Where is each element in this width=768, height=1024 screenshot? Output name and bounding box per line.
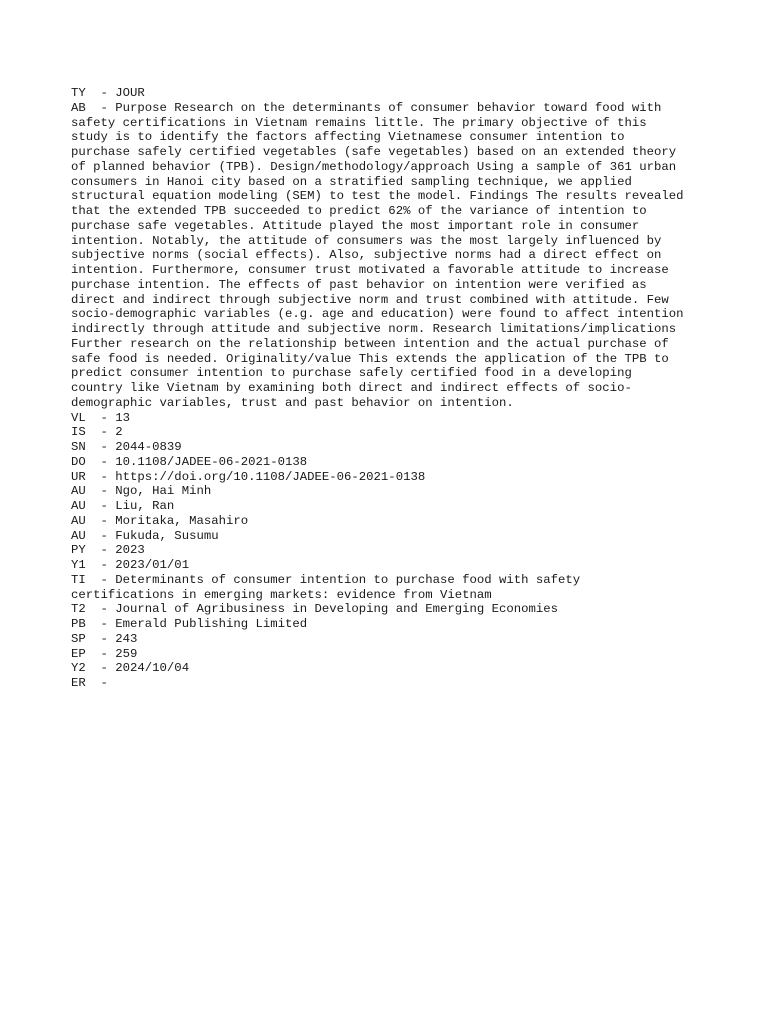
text-line: Further research on the relationship between intention and the actual purchase of: [71, 336, 669, 351]
text-line: intention. Notably, the attitude of consumers was the most largely influenced by: [71, 233, 662, 248]
text-line: EP - 259: [71, 646, 138, 661]
text-line: SN - 2044-0839: [71, 440, 182, 454]
text-line: PB - Emerald Publishing Limited: [71, 617, 308, 631]
text-line: T2 - Journal of Agribusiness in Developing and Emerging Economies: [71, 602, 559, 617]
text-line: safe food is needed. Originality/value This extends the application of the TPB to: [71, 351, 669, 366]
text-line: structural equation modeling (SEM) to test the model. Findings The results revealed: [71, 189, 684, 204]
text-line: VL - 13: [71, 410, 131, 425]
text-line: safety certifications in Vietnam remains little. The primary objective of this: [71, 115, 647, 130]
text-line: AU - Moritaka, Masahiro: [71, 513, 249, 528]
text-line: SP - 243: [71, 631, 138, 646]
text-line: socio-demographic variables (e.g. age and education) were found to affect intention: [71, 307, 684, 322]
text-line: purchase safe vegetables. Attitude played the most important role in consumer: [71, 218, 640, 233]
text-line: indirectly through attitude and subjective norm. Research limitations/implications: [71, 322, 677, 336]
text-line: country like Vietnam by examining both direct and indirect effects of socio-: [71, 381, 632, 395]
text-line: AB - Purpose Research on the determinants of consumer behavior toward food with: [71, 100, 662, 115]
text-line: DO - 10.1108/JADEE-06-2021-0138: [71, 454, 308, 469]
text-line: TY - JOUR: [71, 86, 145, 100]
text-line: Y1 - 2023/01/01: [71, 558, 190, 572]
text-line: demographic variables, trust and past behavior on intention.: [71, 395, 514, 410]
text-line: predict consumer intention to purchase safely certified food in a developing: [71, 366, 632, 381]
text-line: AU - Fukuda, Susumu: [71, 528, 219, 543]
text-line: PY - 2023: [71, 543, 145, 558]
text-line: purchase intention. The effects of past behavior on intention were verified as: [71, 277, 647, 292]
text-line: that the extended TPB succeeded to predict 62% of the variance of intention to: [71, 204, 647, 218]
text-line: certifications in emerging markets: evidence from Vietnam: [71, 587, 492, 602]
text-line: UR - https://doi.org/10.1108/JADEE-06-2021-0138: [71, 469, 426, 484]
text-line: AU - Liu, Ran: [71, 499, 175, 513]
ris-citation-text: [71, 86, 711, 691]
text-line: TI - Determinants of consumer intention to purchase food with safety: [71, 572, 581, 587]
text-line: consumers in Hanoi city based on a stratified sampling technique, we applied: [71, 174, 632, 189]
text-line: IS - 2: [71, 425, 123, 440]
text-line: subjective norms (social effects). Also, subjective norms had a direct effect on: [71, 248, 662, 263]
text-line: AU - Ngo, Hai Minh: [71, 484, 212, 499]
text-line: Y2 - 2024/10/04: [71, 661, 190, 676]
text-line: ER -: [71, 676, 116, 690]
text-line: study is to identify the factors affecting Vietnamese consumer intention to: [71, 130, 625, 145]
text-line: direct and indirect through subjective norm and trust combined with attitude. Few: [71, 292, 669, 307]
text-line: of planned behavior (TPB). Design/methodology/approach Using a sample of 361 urban: [71, 159, 677, 174]
text-line: intention. Furthermore, consumer trust motivated a favorable attitude to increase: [71, 263, 669, 277]
text-line: purchase safely certified vegetables (safe vegetables) based on an extended theory: [71, 145, 677, 159]
